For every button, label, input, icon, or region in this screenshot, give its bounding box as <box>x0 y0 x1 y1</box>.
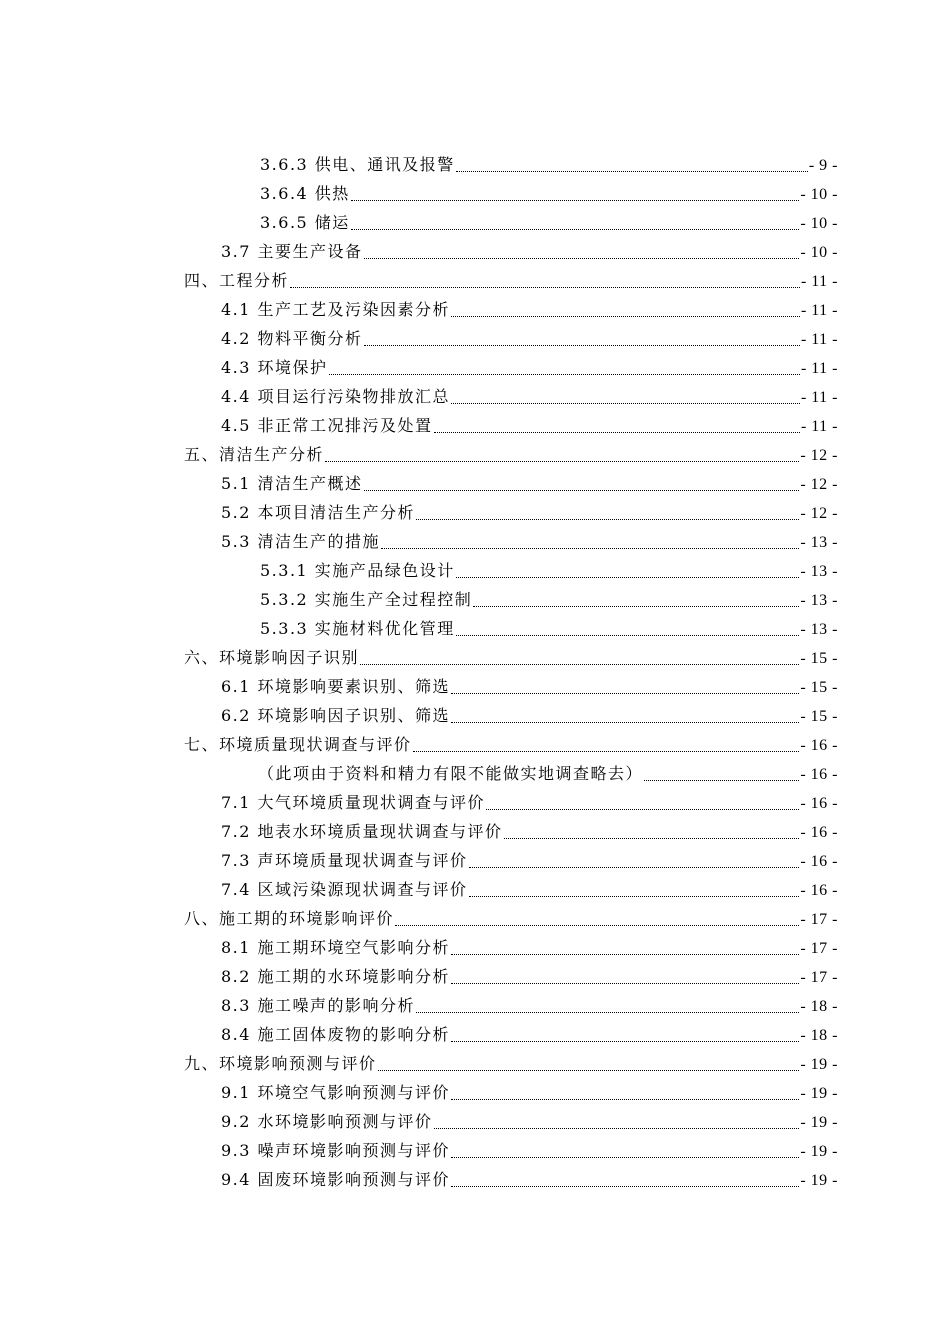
toc-dot-leader <box>504 837 800 839</box>
toc-page-number: - 11 - <box>800 360 838 377</box>
toc-dot-leader <box>451 1040 799 1042</box>
toc-entry-title: 5.3 清洁生产的措施 <box>221 532 381 551</box>
toc-entry[interactable] <box>184 759 838 788</box>
table-of-contents <box>184 150 838 1194</box>
toc-entry-title: 8.4 施工固体废物的影响分析 <box>221 1025 451 1044</box>
toc-page-number: - 10 - <box>800 186 838 203</box>
toc-entry[interactable] <box>184 1107 838 1136</box>
toc-dot-leader <box>351 228 800 230</box>
toc-page-number: - 19 - <box>800 1114 838 1131</box>
toc-entry-title: 5.3.3 实施材料优化管理 <box>260 619 455 638</box>
toc-dot-leader <box>434 1127 800 1129</box>
toc-entry-title: 6.2 环境影响因子识别、筛选 <box>221 706 451 725</box>
toc-page-number: - 19 - <box>800 1172 838 1189</box>
toc-page-number: - 19 - <box>800 1143 838 1160</box>
toc-entry[interactable] <box>184 469 838 498</box>
toc-entry[interactable] <box>184 701 838 730</box>
toc-entry[interactable] <box>184 179 838 208</box>
toc-page-number: - 16 - <box>800 737 838 754</box>
toc-page-number: - 12 - <box>800 505 838 522</box>
toc-page-number: - 17 - <box>800 940 838 957</box>
toc-entry[interactable] <box>184 556 838 585</box>
toc-entry[interactable] <box>184 1165 838 1194</box>
toc-page-number: - 11 - <box>800 302 838 319</box>
toc-page-number: - 16 - <box>800 882 838 899</box>
toc-entry-title: 7.3 声环境质量现状调查与评价 <box>221 851 468 870</box>
toc-page-number: - 17 - <box>800 911 838 928</box>
toc-dot-leader <box>456 634 800 636</box>
toc-entry-title: 五、清洁生产分析 <box>184 445 325 464</box>
toc-entry-title: 九、环境影响预测与评价 <box>184 1054 377 1073</box>
toc-entry[interactable] <box>184 788 838 817</box>
toc-dot-leader <box>456 170 808 172</box>
toc-page-number: - 18 - <box>800 998 838 1015</box>
toc-entry-title: 9.4 固废环境影响预测与评价 <box>221 1170 451 1189</box>
toc-dot-leader <box>451 1185 799 1187</box>
toc-entry[interactable] <box>184 382 838 411</box>
toc-entry-title: 5.3.1 实施产品绿色设计 <box>260 561 455 580</box>
toc-dot-leader <box>364 257 800 259</box>
toc-dot-leader <box>451 402 800 404</box>
toc-dot-leader <box>451 721 799 723</box>
toc-dot-leader <box>413 750 800 752</box>
toc-entry[interactable] <box>184 324 838 353</box>
toc-entry[interactable] <box>184 353 838 382</box>
toc-entry[interactable] <box>184 962 838 991</box>
toc-entry[interactable] <box>184 527 838 556</box>
toc-page-number: - 13 - <box>800 621 838 638</box>
toc-dot-leader <box>451 953 799 955</box>
toc-entry-title: 5.2 本项目清洁生产分析 <box>221 503 416 522</box>
toc-entry-title: 3.6.4 供热 <box>260 184 350 203</box>
toc-entry[interactable] <box>184 208 838 237</box>
toc-page-number: - 11 - <box>800 273 838 290</box>
toc-entry-title: 4.2 物料平衡分析 <box>221 329 363 348</box>
toc-entry[interactable] <box>184 411 838 440</box>
toc-entry[interactable] <box>184 672 838 701</box>
toc-page-number: - 15 - <box>800 708 838 725</box>
toc-entry-title: 6.1 环境影响要素识别、筛选 <box>221 677 451 696</box>
toc-page-number: - 11 - <box>800 331 838 348</box>
toc-entry[interactable] <box>184 295 838 324</box>
toc-entry-title: （此项由于资料和精力有限不能做实地调查略去） <box>258 764 644 783</box>
toc-entry-title: 5.1 清洁生产概述 <box>221 474 363 493</box>
toc-page-number: - 16 - <box>800 795 838 812</box>
toc-entry-title: 5.3.2 实施生产全过程控制 <box>260 590 473 609</box>
toc-dot-leader <box>451 982 799 984</box>
toc-page-number: - 19 - <box>800 1056 838 1073</box>
toc-entry-title: 八、施工期的环境影响评价 <box>184 909 395 928</box>
toc-dot-leader <box>360 663 799 665</box>
toc-dot-leader <box>364 344 800 346</box>
toc-dot-leader <box>381 547 799 549</box>
toc-entry[interactable] <box>184 266 838 295</box>
toc-dot-leader <box>451 1156 799 1158</box>
toc-entry-title: 9.2 水环境影响预测与评价 <box>221 1112 433 1131</box>
toc-page-number: - 16 - <box>800 766 838 783</box>
toc-page-number: - 13 - <box>800 563 838 580</box>
toc-entry-title: 8.3 施工噪声的影响分析 <box>221 996 416 1015</box>
toc-page-number: - 18 - <box>800 1027 838 1044</box>
toc-dot-leader <box>416 518 799 520</box>
toc-dot-leader <box>329 373 800 375</box>
toc-entry-title: 七、环境质量现状调查与评价 <box>184 735 412 754</box>
toc-entry-title: 3.7 主要生产设备 <box>221 242 363 261</box>
toc-page-number: - 11 - <box>800 418 838 435</box>
toc-entry[interactable] <box>184 498 838 527</box>
toc-dot-leader <box>364 489 800 491</box>
toc-entry[interactable] <box>184 1049 838 1078</box>
toc-entry-title: 3.6.5 储运 <box>260 213 350 232</box>
toc-dot-leader <box>378 1069 800 1071</box>
toc-dot-leader <box>469 866 800 868</box>
toc-entry[interactable] <box>184 730 838 759</box>
toc-entry[interactable] <box>184 991 838 1020</box>
toc-entry[interactable] <box>184 904 838 933</box>
toc-page-number: - 13 - <box>800 534 838 551</box>
toc-dot-leader <box>451 1098 799 1100</box>
toc-dot-leader <box>473 605 799 607</box>
toc-dot-leader <box>469 895 800 897</box>
toc-entry[interactable] <box>184 1078 838 1107</box>
toc-page-number: - 15 - <box>800 679 838 696</box>
toc-page-number: - 17 - <box>800 969 838 986</box>
toc-page-number: - 12 - <box>800 476 838 493</box>
toc-entry[interactable] <box>184 643 838 672</box>
toc-entry[interactable] <box>184 1020 838 1049</box>
toc-dot-leader <box>416 1011 799 1013</box>
toc-entry[interactable] <box>184 846 838 875</box>
toc-entry-title: 7.1 大气环境质量现状调查与评价 <box>221 793 486 812</box>
toc-entry-title: 4.5 非正常工况排污及处置 <box>221 416 433 435</box>
toc-page-number: - 16 - <box>800 824 838 841</box>
toc-dot-leader <box>456 576 800 578</box>
toc-page-number: - 10 - <box>800 215 838 232</box>
toc-entry-title: 4.4 项目运行污染物排放汇总 <box>221 387 451 406</box>
toc-entry-title: 8.1 施工期环境空气影响分析 <box>221 938 451 957</box>
toc-entry[interactable] <box>184 237 838 266</box>
toc-dot-leader <box>451 315 800 317</box>
toc-dot-leader <box>434 431 800 433</box>
toc-entry[interactable] <box>184 614 838 643</box>
toc-entry-title: 4.1 生产工艺及污染因素分析 <box>221 300 451 319</box>
toc-entry-title: 8.2 施工期的水环境影响分析 <box>221 967 451 986</box>
toc-dot-leader <box>351 199 800 201</box>
toc-page-number: - 19 - <box>800 1085 838 1102</box>
toc-page-number: - 9 - <box>808 157 838 174</box>
toc-page-number: - 16 - <box>800 853 838 870</box>
toc-entry[interactable] <box>184 1136 838 1165</box>
toc-entry-title: 7.4 区域污染源现状调查与评价 <box>221 880 468 899</box>
toc-page-number: - 11 - <box>800 389 838 406</box>
toc-entry[interactable] <box>184 817 838 846</box>
toc-entry[interactable] <box>184 875 838 904</box>
toc-dot-leader <box>451 692 799 694</box>
toc-entry[interactable] <box>184 585 838 614</box>
toc-entry-title: 9.3 噪声环境影响预测与评价 <box>221 1141 451 1160</box>
toc-entry[interactable] <box>184 933 838 962</box>
toc-page-number: - 13 - <box>800 592 838 609</box>
toc-dot-leader <box>290 286 800 288</box>
toc-dot-leader <box>325 460 799 462</box>
toc-page-number: - 12 - <box>800 447 838 464</box>
toc-entry[interactable] <box>184 150 838 179</box>
toc-entry-title: 4.3 环境保护 <box>221 358 328 377</box>
toc-dot-leader <box>644 779 799 781</box>
toc-dot-leader <box>486 808 799 810</box>
toc-dot-leader <box>395 924 799 926</box>
toc-entry-title: 六、环境影响因子识别 <box>184 648 360 667</box>
toc-page-number: - 15 - <box>800 650 838 667</box>
toc-entry-title: 四、工程分析 <box>184 271 290 290</box>
toc-page-number: - 10 - <box>800 244 838 261</box>
toc-entry[interactable] <box>184 440 838 469</box>
toc-entry-title: 7.2 地表水环境质量现状调查与评价 <box>221 822 503 841</box>
toc-entry-title: 3.6.3 供电、通讯及报警 <box>260 155 455 174</box>
toc-entry-title: 9.1 环境空气影响预测与评价 <box>221 1083 451 1102</box>
